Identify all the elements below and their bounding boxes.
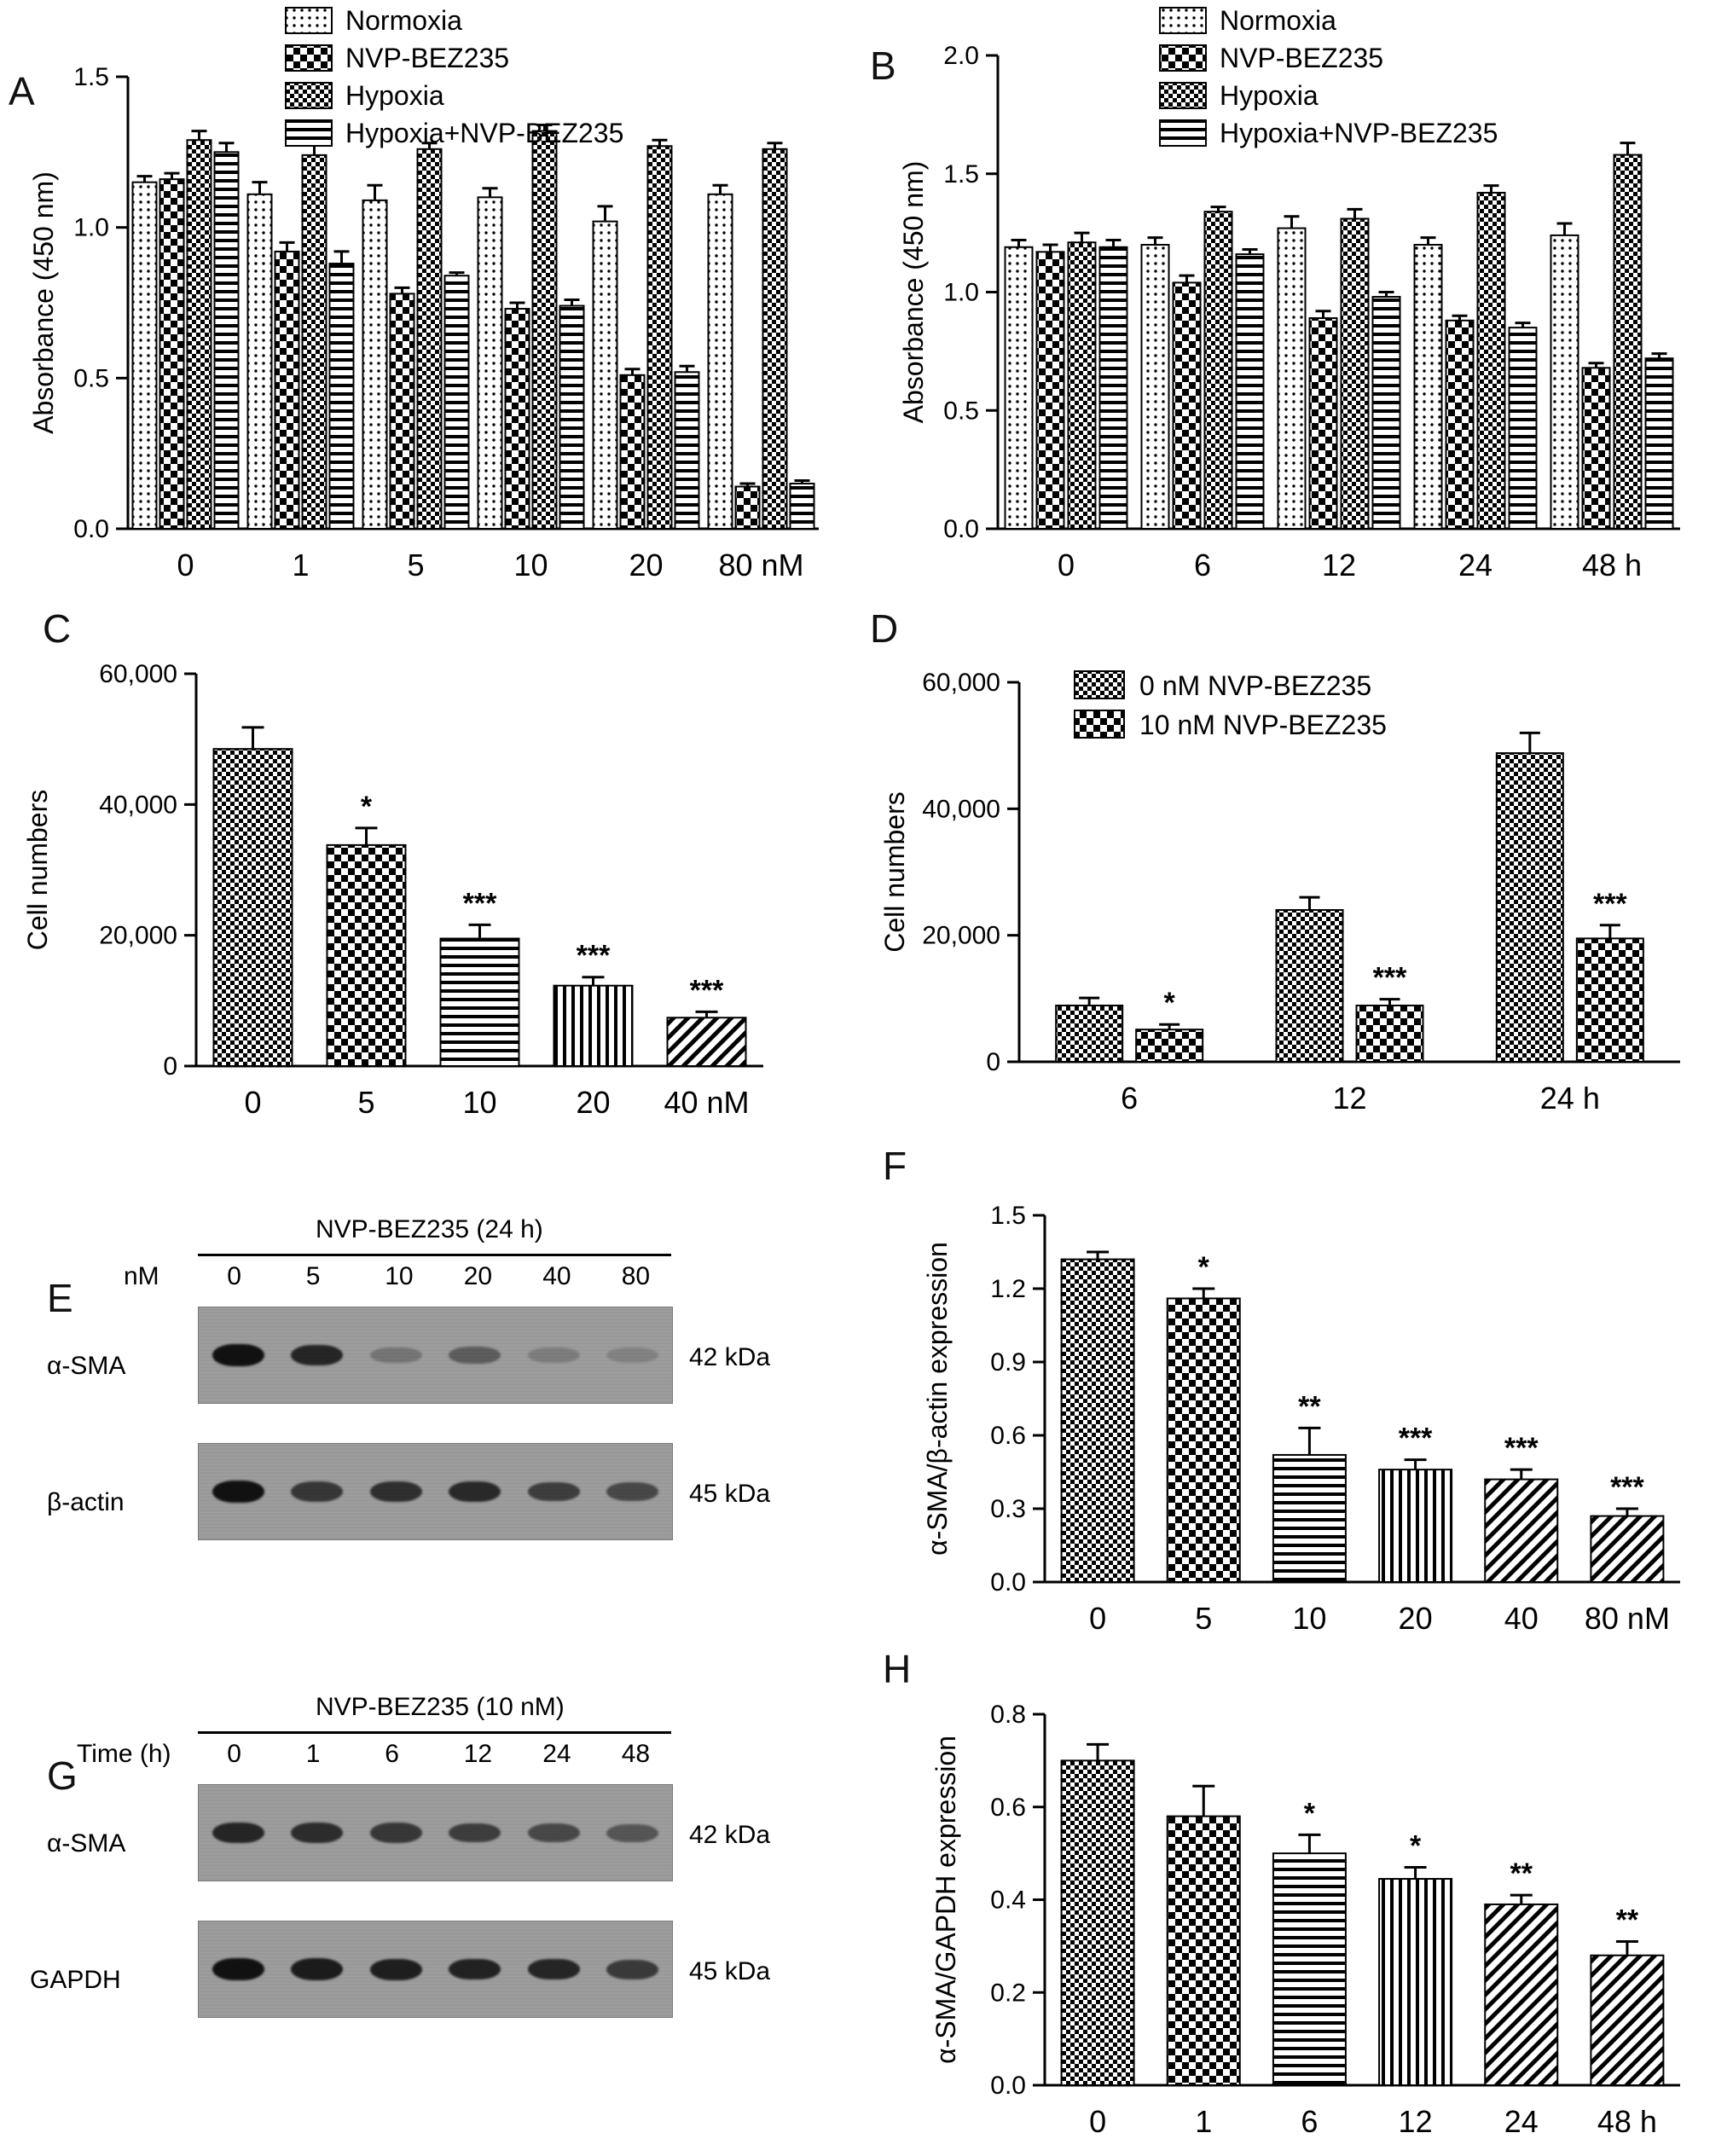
lane-number: 1 — [305, 1740, 321, 1768]
error-bar — [280, 242, 295, 252]
error-bar — [242, 727, 264, 749]
legend-label: Hypoxia+NVP-BEZ235 — [1220, 118, 1498, 148]
y-tick-label: 0.6 — [990, 1422, 1026, 1450]
bar — [621, 375, 645, 529]
bar — [303, 155, 327, 529]
y-tick-label: 40,000 — [922, 795, 1000, 824]
bar — [1446, 321, 1474, 529]
y-tick-label: 0.0 — [943, 515, 979, 543]
error-bar — [1106, 240, 1122, 246]
lane-number: 6 — [385, 1740, 399, 1768]
bar — [560, 306, 584, 529]
bar — [675, 372, 699, 529]
panel-c — [0, 588, 861, 1151]
panel-e-label: E — [47, 1276, 73, 1320]
bar — [1273, 1455, 1346, 1582]
panel-a-chart — [0, 0, 861, 582]
bar — [763, 149, 787, 529]
panel-c-label: C — [43, 606, 72, 651]
error-bar — [1316, 311, 1331, 318]
panel-e-title-rule — [198, 1254, 671, 1256]
panel-e-row1-blot — [198, 1443, 673, 1540]
blot-band — [606, 1482, 658, 1501]
blot-band — [449, 1481, 501, 1502]
error-bar — [680, 366, 695, 372]
blot-band — [291, 1958, 343, 1979]
error-bar — [395, 287, 410, 293]
x-tick-label: 80 nM — [1584, 1601, 1670, 1636]
bar — [554, 986, 633, 1066]
bar — [1168, 1298, 1240, 1582]
x-tick-label: 12 — [1321, 548, 1357, 582]
panel-e-row0-blot — [198, 1307, 673, 1404]
significance-marker: *** — [1398, 1422, 1433, 1455]
lane-number: 0 — [227, 1740, 241, 1768]
error-bar — [1510, 1469, 1533, 1479]
significance-marker: *** — [576, 939, 611, 972]
significance-marker: *** — [1504, 1432, 1539, 1465]
error-bar — [368, 185, 383, 200]
x-tick-label: 48 h — [1581, 548, 1643, 582]
lane-number: 5 — [305, 1262, 321, 1290]
legend-label: NVP-BEZ235 — [1220, 43, 1384, 73]
y-tick-label: 0.0 — [73, 515, 109, 543]
y-tick-label: 0.5 — [73, 364, 109, 393]
panel-d-chart — [861, 588, 1733, 1151]
x-tick-label: 48 h — [1597, 2104, 1657, 2139]
blot-band — [291, 1481, 343, 1501]
bar — [1485, 1480, 1557, 1582]
x-tick-label: 1 — [292, 548, 310, 582]
y-tick-label: 0.5 — [943, 397, 979, 426]
significance-marker: *** — [1592, 887, 1627, 920]
significance-marker: ** — [1615, 1904, 1639, 1937]
y-tick-label: 0.2 — [990, 1979, 1026, 2008]
legend-label: 0 nM NVP-BEZ235 — [1139, 670, 1372, 701]
panel-d-label: D — [870, 606, 899, 651]
bar — [1136, 1029, 1203, 1062]
error-bar — [1298, 1428, 1320, 1455]
panel-b-label: B — [870, 43, 896, 88]
bar — [275, 252, 299, 529]
bar — [668, 1017, 746, 1066]
blot-band — [370, 1481, 422, 1502]
error-bar — [1600, 925, 1620, 939]
error-bar — [1192, 1786, 1214, 1816]
lane-number: 48 — [621, 1740, 651, 1768]
bar — [1591, 1516, 1663, 1582]
legend-label: Normoxia — [345, 5, 462, 36]
bar — [1277, 910, 1343, 1062]
blot-band — [528, 1823, 580, 1842]
bar — [1056, 1006, 1122, 1062]
bar — [1357, 1006, 1423, 1062]
bar — [418, 149, 442, 529]
error-bar — [1087, 1252, 1109, 1260]
x-tick-label: 80 nM — [718, 548, 804, 582]
bar — [791, 484, 814, 529]
error-bar — [356, 828, 378, 845]
bar — [1583, 368, 1610, 529]
bar — [1142, 245, 1169, 529]
bar — [736, 487, 760, 529]
y-tick-label: 0.0 — [990, 1568, 1026, 1597]
error-bar — [1405, 1867, 1427, 1879]
x-tick-label: 6 — [1193, 548, 1212, 582]
error-bar — [1011, 240, 1027, 246]
bar — [1497, 753, 1563, 1062]
blot-band — [449, 1959, 501, 1980]
significance-marker: * — [1409, 1829, 1422, 1863]
legend-label: 10 nM NVP-BEZ235 — [1139, 710, 1387, 740]
blot-band — [449, 1347, 501, 1365]
y-tick-label: 0.3 — [990, 1495, 1026, 1523]
panel-e-row1-name: β-actin — [47, 1488, 125, 1516]
panel-e — [0, 1168, 861, 1655]
y-axis-title: α-SMA/GAPDH expression — [930, 1736, 961, 2064]
error-bar — [1380, 1000, 1400, 1006]
x-tick-label: 5 — [1195, 1601, 1213, 1636]
x-tick-label: 6 — [1121, 1081, 1139, 1116]
x-tick-label: 5 — [407, 548, 425, 582]
error-bar — [1421, 238, 1436, 245]
x-tick-label: 10 — [513, 548, 548, 582]
y-tick-label: 60,000 — [99, 660, 177, 688]
error-bar — [334, 252, 350, 264]
blot-band — [291, 1823, 343, 1843]
error-bar — [510, 303, 525, 309]
panel-a-label: A — [9, 69, 35, 113]
panel-f-label: F — [883, 1144, 907, 1188]
panel-f-chart — [861, 1134, 1733, 1663]
blot-band — [212, 1481, 264, 1503]
error-bar — [1616, 1509, 1638, 1516]
error-bar — [1484, 186, 1499, 193]
x-tick-label: 0 — [1089, 1601, 1107, 1636]
blot-band — [528, 1348, 580, 1363]
significance-marker: * — [1163, 987, 1175, 1020]
panel-g-row0-mw: 42 kDa — [689, 1821, 771, 1849]
y-tick-label: 0.4 — [990, 1886, 1026, 1915]
legend — [1075, 670, 1387, 740]
panel-g-title-rule — [198, 1731, 671, 1734]
x-tick-label: 6 — [1301, 2104, 1319, 2139]
legend-label: NVP-BEZ235 — [345, 43, 510, 73]
error-bar — [1510, 1895, 1533, 1904]
panel-b — [861, 0, 1733, 582]
error-bar — [696, 1011, 718, 1017]
error-bar — [1079, 998, 1099, 1006]
error-bar — [565, 299, 580, 305]
bar — [1168, 1817, 1240, 2085]
blot-band — [370, 1823, 422, 1842]
significance-marker: *** — [689, 974, 724, 1007]
panel-b-chart — [861, 0, 1733, 582]
legend — [1160, 5, 1498, 148]
lane-number: 10 — [385, 1262, 414, 1290]
x-tick-label: 0 — [1089, 2104, 1107, 2139]
error-bar — [469, 924, 491, 938]
x-tick-label: 12 — [1332, 1081, 1367, 1116]
bar — [1591, 1956, 1663, 2085]
bar — [1646, 358, 1673, 529]
bar — [1379, 1879, 1452, 2085]
error-bar — [1075, 233, 1090, 242]
y-tick-label: 0 — [163, 1052, 177, 1081]
bar — [1273, 1853, 1346, 2085]
panel-e-row0-mw: 42 kDa — [689, 1343, 771, 1371]
significance-marker: *** — [462, 887, 497, 920]
significance-marker: *** — [1372, 961, 1407, 994]
error-bar — [1348, 209, 1363, 218]
blot-band — [606, 1824, 658, 1842]
bar — [1205, 212, 1232, 529]
bar — [1062, 1260, 1134, 1582]
error-bar — [1192, 1289, 1214, 1298]
bar — [594, 222, 617, 529]
error-bar — [1616, 1941, 1638, 1955]
panel-d — [861, 588, 1733, 1151]
bar — [1614, 155, 1642, 529]
bar — [1069, 242, 1096, 529]
x-tick-label: 0 — [244, 1085, 262, 1120]
y-axis-title: Cell numbers — [22, 789, 53, 951]
error-bar — [1298, 1834, 1320, 1853]
y-tick-label: 1.5 — [73, 63, 109, 91]
bar — [330, 264, 354, 529]
x-tick-label: 10 — [462, 1085, 497, 1120]
bar — [1510, 327, 1537, 529]
lane-number: 0 — [227, 1262, 241, 1290]
panel-c-chart — [0, 588, 861, 1151]
y-tick-label: 20,000 — [922, 921, 1000, 950]
legend-label: Hypoxia — [1220, 80, 1319, 111]
lane-number: 40 — [542, 1262, 571, 1290]
legend — [286, 5, 623, 148]
bar — [506, 309, 530, 529]
bar — [133, 183, 157, 529]
error-bar — [582, 977, 605, 986]
panel-g — [0, 1646, 861, 2149]
bar — [1485, 1904, 1557, 2085]
significance-marker: ** — [1298, 1390, 1321, 1423]
significance-marker: *** — [1610, 1471, 1644, 1504]
blot-band — [606, 1960, 658, 1979]
y-tick-label: 20,000 — [99, 921, 177, 950]
lane-number: 12 — [463, 1740, 493, 1768]
error-bar — [219, 143, 235, 153]
y-tick-label: 60,000 — [922, 669, 1000, 697]
panel-h — [861, 1646, 1733, 2156]
significance-marker: * — [1303, 1797, 1316, 1830]
x-tick-label: 24 — [1458, 548, 1493, 582]
error-bar — [1087, 1744, 1109, 1760]
x-tick-label: 1 — [1195, 2104, 1213, 2139]
x-tick-label: 12 — [1398, 2104, 1433, 2139]
legend-label: Hypoxia — [345, 80, 444, 111]
error-bar — [1148, 238, 1163, 245]
error-bar — [1300, 897, 1320, 910]
error-bar — [1284, 217, 1300, 229]
error-bar — [1043, 245, 1058, 252]
blot-band — [370, 1959, 422, 1980]
panel-g-row1-blot — [198, 1921, 673, 2018]
bar — [1310, 318, 1337, 529]
bar — [1551, 235, 1579, 529]
error-bar — [1179, 275, 1195, 282]
bar — [1415, 245, 1442, 529]
y-axis-title: Absorbance (450 nm) — [28, 171, 59, 434]
lane-number: 80 — [621, 1262, 651, 1290]
bar — [160, 179, 184, 529]
significance-marker: * — [1197, 1251, 1209, 1284]
error-bar — [713, 185, 728, 194]
x-tick-label: 0 — [1057, 548, 1075, 582]
blot-band — [449, 1823, 501, 1843]
bar — [1278, 229, 1306, 529]
x-tick-label: 10 — [1292, 1601, 1327, 1636]
y-tick-label: 0.6 — [990, 1793, 1026, 1822]
bar — [1037, 252, 1064, 529]
x-tick-label: 20 — [629, 548, 664, 582]
error-bar — [1620, 143, 1636, 155]
legend-label: Normoxia — [1220, 5, 1336, 36]
bar — [1062, 1760, 1134, 2085]
panel-h-chart — [861, 1646, 1733, 2156]
error-bar — [1405, 1460, 1427, 1469]
bar — [1100, 247, 1127, 529]
bar — [214, 749, 293, 1066]
panel-g-row1-mw: 45 kDa — [689, 1957, 771, 1985]
y-tick-label: 0.8 — [990, 1701, 1026, 1729]
bar — [445, 275, 469, 529]
panel-g-label: G — [47, 1753, 78, 1798]
x-tick-label: 20 — [1398, 1601, 1433, 1636]
lane-number: 20 — [463, 1262, 493, 1290]
x-tick-label: 24 — [1504, 2104, 1539, 2139]
bar — [1174, 282, 1201, 529]
error-bar — [137, 177, 153, 183]
bar — [709, 194, 733, 529]
panel-h-label: H — [883, 1647, 912, 1691]
bar — [248, 194, 272, 529]
blot-band — [528, 1959, 580, 1980]
y-tick-label: 1.5 — [943, 159, 979, 188]
lane-number: 24 — [542, 1740, 571, 1768]
bar — [215, 152, 239, 529]
panel-e-lane-label: nM — [124, 1262, 159, 1290]
significance-marker: * — [360, 790, 373, 823]
error-bar — [252, 183, 268, 194]
panel-g-title: NVP-BEZ235 (10 nM) — [316, 1693, 565, 1721]
blot-band — [370, 1348, 422, 1364]
blot-band — [212, 1958, 264, 1980]
error-bar — [768, 143, 783, 149]
y-axis-title: Absorbance (450 nm) — [898, 160, 929, 424]
error-bar — [165, 173, 180, 179]
y-axis-title: α-SMA/β-actin expression — [922, 1242, 953, 1556]
bar — [1379, 1469, 1452, 1582]
panel-e-title: NVP-BEZ235 (24 h) — [316, 1215, 543, 1243]
x-tick-label: 24 h — [1539, 1081, 1600, 1116]
bar — [533, 131, 557, 529]
bar — [391, 293, 414, 529]
x-tick-label: 5 — [357, 1085, 375, 1120]
y-tick-label: 0.9 — [990, 1348, 1026, 1376]
panel-g-row1-name: GAPDH — [30, 1966, 121, 1994]
panel-g-row0-blot — [198, 1784, 673, 1881]
bar — [648, 146, 672, 529]
bar — [188, 140, 212, 529]
bar — [1478, 193, 1505, 529]
x-tick-label: 40 nM — [664, 1085, 750, 1120]
error-bar — [192, 131, 207, 141]
bar — [1577, 938, 1643, 1062]
blot-band — [212, 1823, 264, 1844]
y-tick-label: 2.0 — [943, 42, 979, 70]
panel-e-row1-mw: 45 kDa — [689, 1480, 771, 1508]
panel-g-lane-label: Time (h) — [77, 1740, 171, 1768]
blot-band — [606, 1348, 658, 1362]
x-tick-label: 40 — [1504, 1601, 1539, 1636]
y-tick-label: 1.0 — [943, 278, 979, 307]
error-bar — [598, 206, 613, 222]
panel-g-row0-name: α-SMA — [47, 1829, 126, 1858]
bar — [441, 939, 519, 1067]
y-tick-label: 1.2 — [990, 1275, 1026, 1303]
blot-band — [212, 1344, 264, 1366]
panel-e-row0-name: α-SMA — [47, 1352, 126, 1380]
panel-a — [0, 0, 861, 582]
blot-band — [291, 1345, 343, 1366]
bar — [363, 200, 387, 529]
y-tick-label: 0.0 — [990, 2072, 1026, 2100]
bar — [478, 197, 502, 529]
error-bar — [1520, 733, 1540, 753]
bar — [1237, 254, 1264, 529]
x-tick-label: 0 — [177, 548, 194, 582]
error-bar — [1557, 223, 1573, 235]
y-tick-label: 0 — [986, 1048, 1000, 1076]
legend-label: Hypoxia+NVP-BEZ235 — [345, 118, 624, 148]
y-tick-label: 1.0 — [73, 213, 109, 242]
y-axis-title: Cell numbers — [879, 791, 910, 953]
blot-band — [528, 1482, 580, 1502]
y-tick-label: 40,000 — [99, 791, 177, 820]
bar — [1342, 218, 1369, 529]
y-tick-label: 1.5 — [990, 1202, 1026, 1230]
significance-marker: ** — [1510, 1858, 1533, 1891]
bar — [1373, 297, 1400, 529]
bar — [327, 845, 406, 1066]
panel-f — [861, 1134, 1733, 1663]
error-bar — [652, 140, 668, 146]
x-tick-label: 20 — [576, 1085, 611, 1120]
error-bar — [483, 188, 498, 198]
error-bar — [625, 369, 640, 375]
bar — [1006, 247, 1033, 529]
